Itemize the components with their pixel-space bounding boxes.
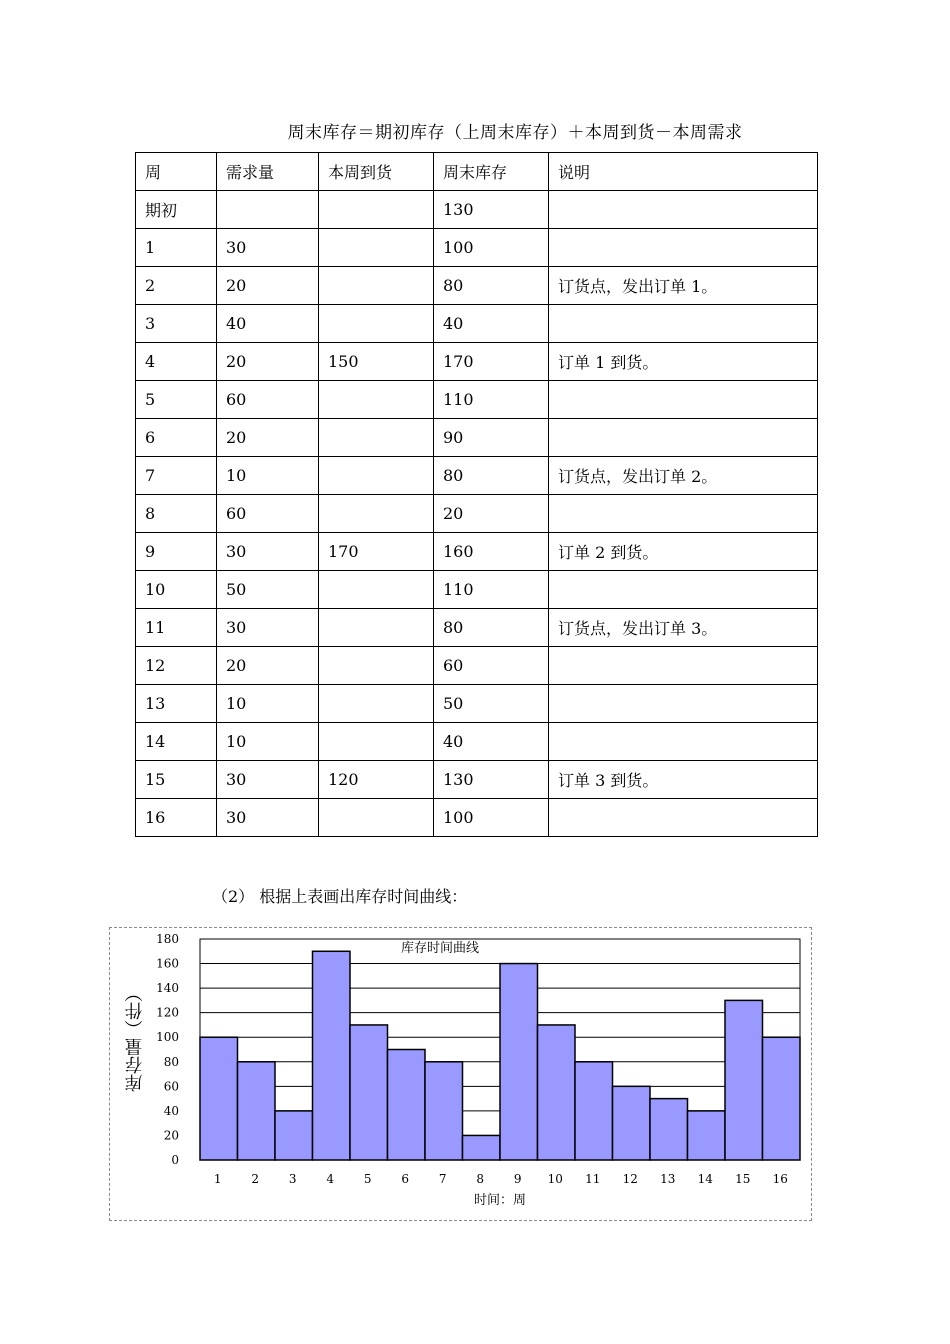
header-demand: 需求量 — [217, 153, 319, 191]
cell-arrival — [319, 723, 434, 761]
x-axis-label: 时间：周 — [473, 1193, 527, 1208]
cell-ending-stock: 40 — [434, 723, 549, 761]
bar — [238, 1062, 276, 1160]
cell-demand: 30 — [217, 609, 319, 647]
bar — [200, 1037, 238, 1160]
table-row — [136, 267, 818, 305]
table-row — [136, 457, 818, 495]
x-tick-label: 1 — [213, 1172, 222, 1186]
cell-week: 9 — [136, 533, 217, 571]
x-tick-label: 11 — [585, 1172, 601, 1186]
cell-ending-stock: 100 — [434, 799, 549, 837]
x-tick-label: 4 — [326, 1172, 335, 1186]
cell-week: 12 — [136, 647, 217, 685]
x-tick-label: 5 — [363, 1172, 372, 1186]
cell-note — [549, 419, 818, 457]
cell-week: 5 — [136, 381, 217, 419]
bar — [388, 1050, 426, 1161]
chart-caption: （2） 根据上表画出库存时间曲线： — [212, 887, 468, 906]
cell-week: 3 — [136, 305, 217, 343]
cell-week: 2 — [136, 267, 217, 305]
y-axis-label: 库存量（件） — [124, 984, 146, 1092]
cell-week: 6 — [136, 419, 217, 457]
cell-arrival — [319, 229, 434, 267]
table-row — [136, 685, 818, 723]
cell-note — [549, 191, 818, 229]
cell-arrival — [319, 267, 434, 305]
cell-arrival — [319, 457, 434, 495]
bar — [500, 964, 538, 1160]
formula-text: 周末库存＝期初库存（上周末库存）＋本周到货－本周需求 — [287, 123, 743, 143]
cell-week: 4 — [136, 343, 217, 381]
x-tick-label: 12 — [622, 1172, 638, 1186]
cell-arrival: 170 — [319, 533, 434, 571]
cell-demand: 20 — [217, 343, 319, 381]
cell-ending-stock: 110 — [434, 571, 549, 609]
bar — [463, 1135, 501, 1160]
y-tick-label: 40 — [163, 1103, 179, 1118]
cell-note: 订货点，发出订单 3。 — [549, 609, 818, 647]
table-row — [136, 305, 818, 343]
cell-ending-stock: 20 — [434, 495, 549, 533]
cell-note — [549, 571, 818, 609]
bar — [575, 1062, 613, 1160]
cell-week: 13 — [136, 685, 217, 723]
cell-arrival — [319, 419, 434, 457]
cell-week: 8 — [136, 495, 217, 533]
cell-ending-stock: 50 — [434, 685, 549, 723]
cell-arrival — [319, 647, 434, 685]
cell-note: 订货点，发出订单 1。 — [549, 267, 818, 305]
bar — [313, 951, 351, 1160]
y-tick-label: 140 — [156, 981, 179, 996]
table-row — [136, 381, 818, 419]
cell-demand: 10 — [217, 723, 319, 761]
bar — [650, 1099, 688, 1160]
cell-arrival — [319, 305, 434, 343]
cell-ending-stock: 80 — [434, 609, 549, 647]
table-row — [136, 609, 818, 647]
cell-arrival — [319, 495, 434, 533]
header-ending-stock: 周末库存 — [434, 153, 549, 191]
cell-week: 11 — [136, 609, 217, 647]
bar — [425, 1062, 463, 1160]
y-tick-label: 80 — [163, 1054, 179, 1069]
x-tick-label: 7 — [438, 1172, 447, 1186]
cell-arrival — [319, 799, 434, 837]
cell-note — [549, 685, 818, 723]
y-tick-label: 60 — [163, 1079, 179, 1094]
bar — [725, 1000, 763, 1160]
table-row — [136, 343, 818, 381]
cell-note: 订货点，发出订单 2。 — [549, 457, 818, 495]
bar — [275, 1111, 313, 1160]
cell-note — [549, 381, 818, 419]
cell-arrival: 150 — [319, 343, 434, 381]
cell-note — [549, 647, 818, 685]
cell-note — [549, 229, 818, 267]
cell-note: 订单 2 到货。 — [549, 533, 818, 571]
table-row — [136, 723, 818, 761]
x-tick-label: 15 — [735, 1172, 751, 1186]
cell-ending-stock: 80 — [434, 457, 549, 495]
cell-week: 16 — [136, 799, 217, 837]
cell-note — [549, 799, 818, 837]
cell-note — [549, 305, 818, 343]
cell-demand: 40 — [217, 305, 319, 343]
header-note: 说明 — [549, 153, 818, 191]
cell-ending-stock: 60 — [434, 647, 549, 685]
x-tick-label: 8 — [476, 1172, 485, 1186]
cell-demand: 20 — [217, 267, 319, 305]
x-tick-label: 3 — [288, 1172, 297, 1186]
cell-arrival — [319, 609, 434, 647]
cell-week: 期初 — [136, 191, 217, 229]
x-tick-label: 6 — [401, 1172, 410, 1186]
cell-demand: 50 — [217, 571, 319, 609]
table-row — [136, 647, 818, 685]
x-tick-label: 14 — [697, 1172, 713, 1186]
cell-week: 7 — [136, 457, 217, 495]
cell-ending-stock: 80 — [434, 267, 549, 305]
table-row — [136, 191, 818, 229]
cell-arrival — [319, 685, 434, 723]
cell-note — [549, 723, 818, 761]
inventory-table — [135, 152, 818, 837]
cell-week: 14 — [136, 723, 217, 761]
cell-ending-stock: 110 — [434, 381, 549, 419]
bar — [763, 1037, 801, 1160]
cell-note: 订单 1 到货。 — [549, 343, 818, 381]
cell-ending-stock: 40 — [434, 305, 549, 343]
x-tick-label: 10 — [547, 1172, 563, 1186]
table-row — [136, 229, 818, 267]
y-tick-label: 180 — [156, 932, 179, 946]
cell-week: 10 — [136, 571, 217, 609]
table-row — [136, 495, 818, 533]
cell-demand: 30 — [217, 799, 319, 837]
table-header-row — [136, 153, 818, 191]
chart-title: 库存时间曲线 — [400, 941, 480, 956]
x-tick-label: 13 — [660, 1172, 676, 1186]
cell-ending-stock: 100 — [434, 229, 549, 267]
y-tick-label: 160 — [156, 956, 179, 971]
cell-arrival: 120 — [319, 761, 434, 799]
bar — [613, 1086, 651, 1160]
bar — [688, 1111, 726, 1160]
cell-note — [549, 495, 818, 533]
cell-demand: 60 — [217, 381, 319, 419]
cell-ending-stock: 130 — [434, 191, 549, 229]
table-row — [136, 799, 818, 837]
table-row — [136, 419, 818, 457]
x-tick-label: 9 — [513, 1172, 522, 1186]
cell-demand: 30 — [217, 229, 319, 267]
cell-ending-stock: 160 — [434, 533, 549, 571]
bar — [538, 1025, 576, 1160]
cell-demand: 20 — [217, 647, 319, 685]
table-row — [136, 571, 818, 609]
x-tick-label: 2 — [251, 1172, 260, 1186]
cell-demand: 30 — [217, 533, 319, 571]
bar — [350, 1025, 388, 1160]
y-tick-label: 100 — [156, 1030, 179, 1045]
cell-demand: 30 — [217, 761, 319, 799]
cell-arrival — [319, 191, 434, 229]
cell-arrival — [319, 571, 434, 609]
y-tick-label: 20 — [163, 1128, 179, 1143]
cell-demand: 60 — [217, 495, 319, 533]
cell-demand: 20 — [217, 419, 319, 457]
cell-week: 15 — [136, 761, 217, 799]
x-tick-label: 16 — [772, 1172, 788, 1186]
header-arrival: 本周到货 — [319, 153, 434, 191]
y-tick-label: 0 — [171, 1153, 179, 1167]
table-row — [136, 533, 818, 571]
cell-arrival — [319, 381, 434, 419]
cell-week: 1 — [136, 229, 217, 267]
cell-demand — [217, 191, 319, 229]
header-week: 周 — [136, 153, 217, 191]
cell-ending-stock: 130 — [434, 761, 549, 799]
inventory-chart — [109, 927, 810, 1219]
cell-note: 订单 3 到货。 — [549, 761, 818, 799]
cell-ending-stock: 170 — [434, 343, 549, 381]
cell-ending-stock: 90 — [434, 419, 549, 457]
cell-demand: 10 — [217, 457, 319, 495]
y-tick-label: 120 — [156, 1005, 179, 1020]
table-row — [136, 761, 818, 799]
cell-demand: 10 — [217, 685, 319, 723]
